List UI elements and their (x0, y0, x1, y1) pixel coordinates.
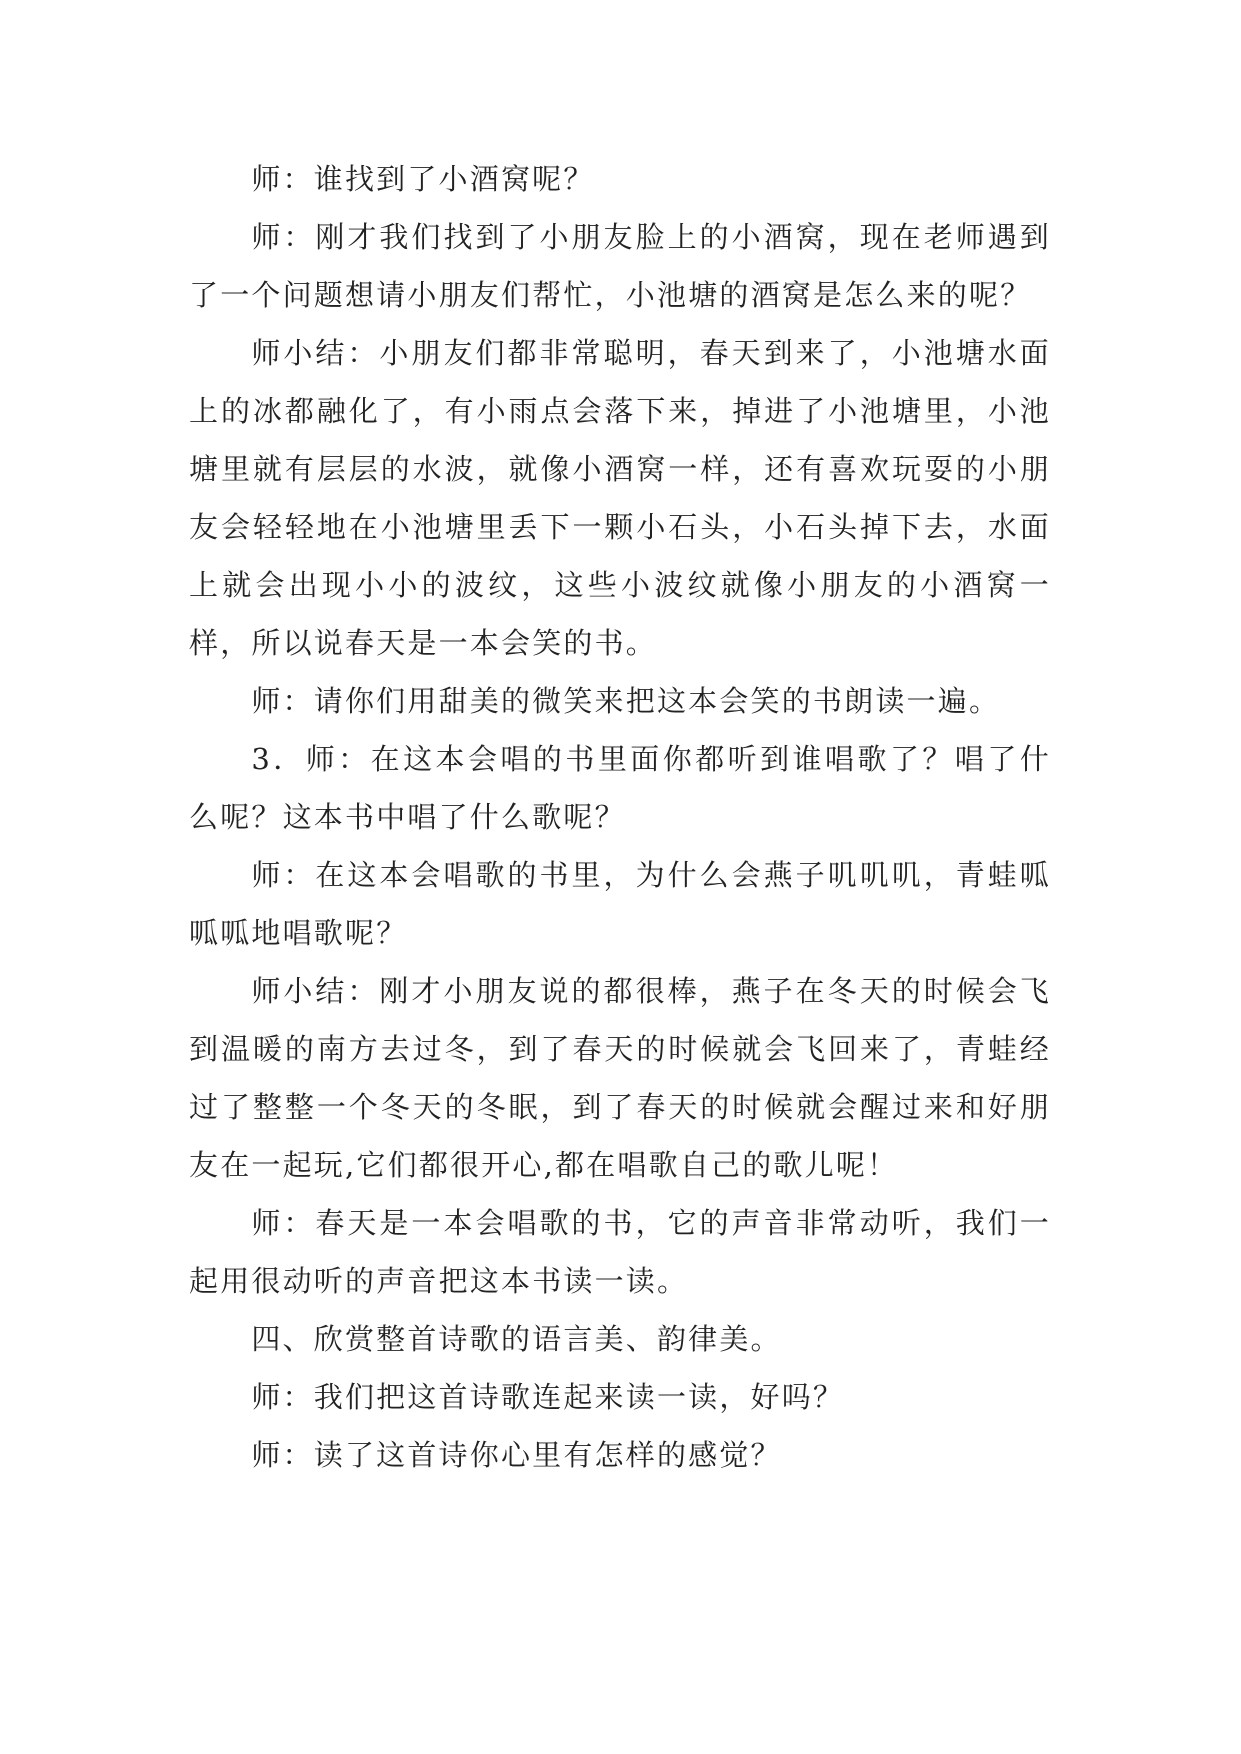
paragraph-1: 师：谁找到了小酒窝呢？ (251, 162, 595, 196)
paragraph-4: 师：请你们用甜美的微笑来把这本会笑的书朗读一遍。 (251, 684, 1001, 718)
paragraph-5: 3．师：在这本会唱的书里面你都听到谁唱歌了？唱了什么呢？这本书中唱了什么歌呢？ (189, 742, 1051, 834)
paragraph-7: 师小结：刚才小朋友说的都很棒，燕子在冬天的时候会飞到温暖的南方去过冬，到了春天的时候就会飞回来了，青蛙经过了整整一个冬天的冬眠，到了春天的时候就会醒过来和好朋友在一起玩,它们都很开心,都在唱歌自己的歌儿呢！ (189, 974, 1051, 1182)
paragraph-3: 师小结：小朋友们都非常聪明，春天到来了，小池塘水面上的冰都融化了，有小雨点会落下来，掉进了小池塘里，小池塘里就有层层的水波，就像小酒窝一样，还有喜欢玩耍的小朋友会轻轻地在小池塘里丢下一颗小石头，小石头掉下去，水面上就会出现小小的波纹，这些小波纹就像小朋友的小酒窝一样，所以说春天是一本会笑的书。 (189, 336, 1051, 660)
document-body (189, 150, 1051, 1484)
paragraph-11: 师：读了这首诗你心里有怎样的感觉？ (251, 1438, 782, 1472)
paragraph-2: 师：刚才我们找到了小朋友脸上的小酒窝，现在老师遇到了一个问题想请小朋友们帮忙，小池塘的酒窝是怎么来的呢？ (189, 220, 1051, 312)
paragraph-6: 师：在这本会唱歌的书里，为什么会燕子叽叽叽，青蛙呱呱呱地唱歌呢？ (189, 858, 1051, 950)
paragraph-10: 师：我们把这首诗歌连起来读一读，好吗？ (251, 1380, 845, 1414)
paragraph-8: 师：春天是一本会唱歌的书，它的声音非常动听，我们一起用很动听的声音把这本书读一读。 (189, 1206, 1051, 1298)
paragraph-9: 四、欣赏整首诗歌的语言美、韵律美。 (251, 1322, 782, 1356)
